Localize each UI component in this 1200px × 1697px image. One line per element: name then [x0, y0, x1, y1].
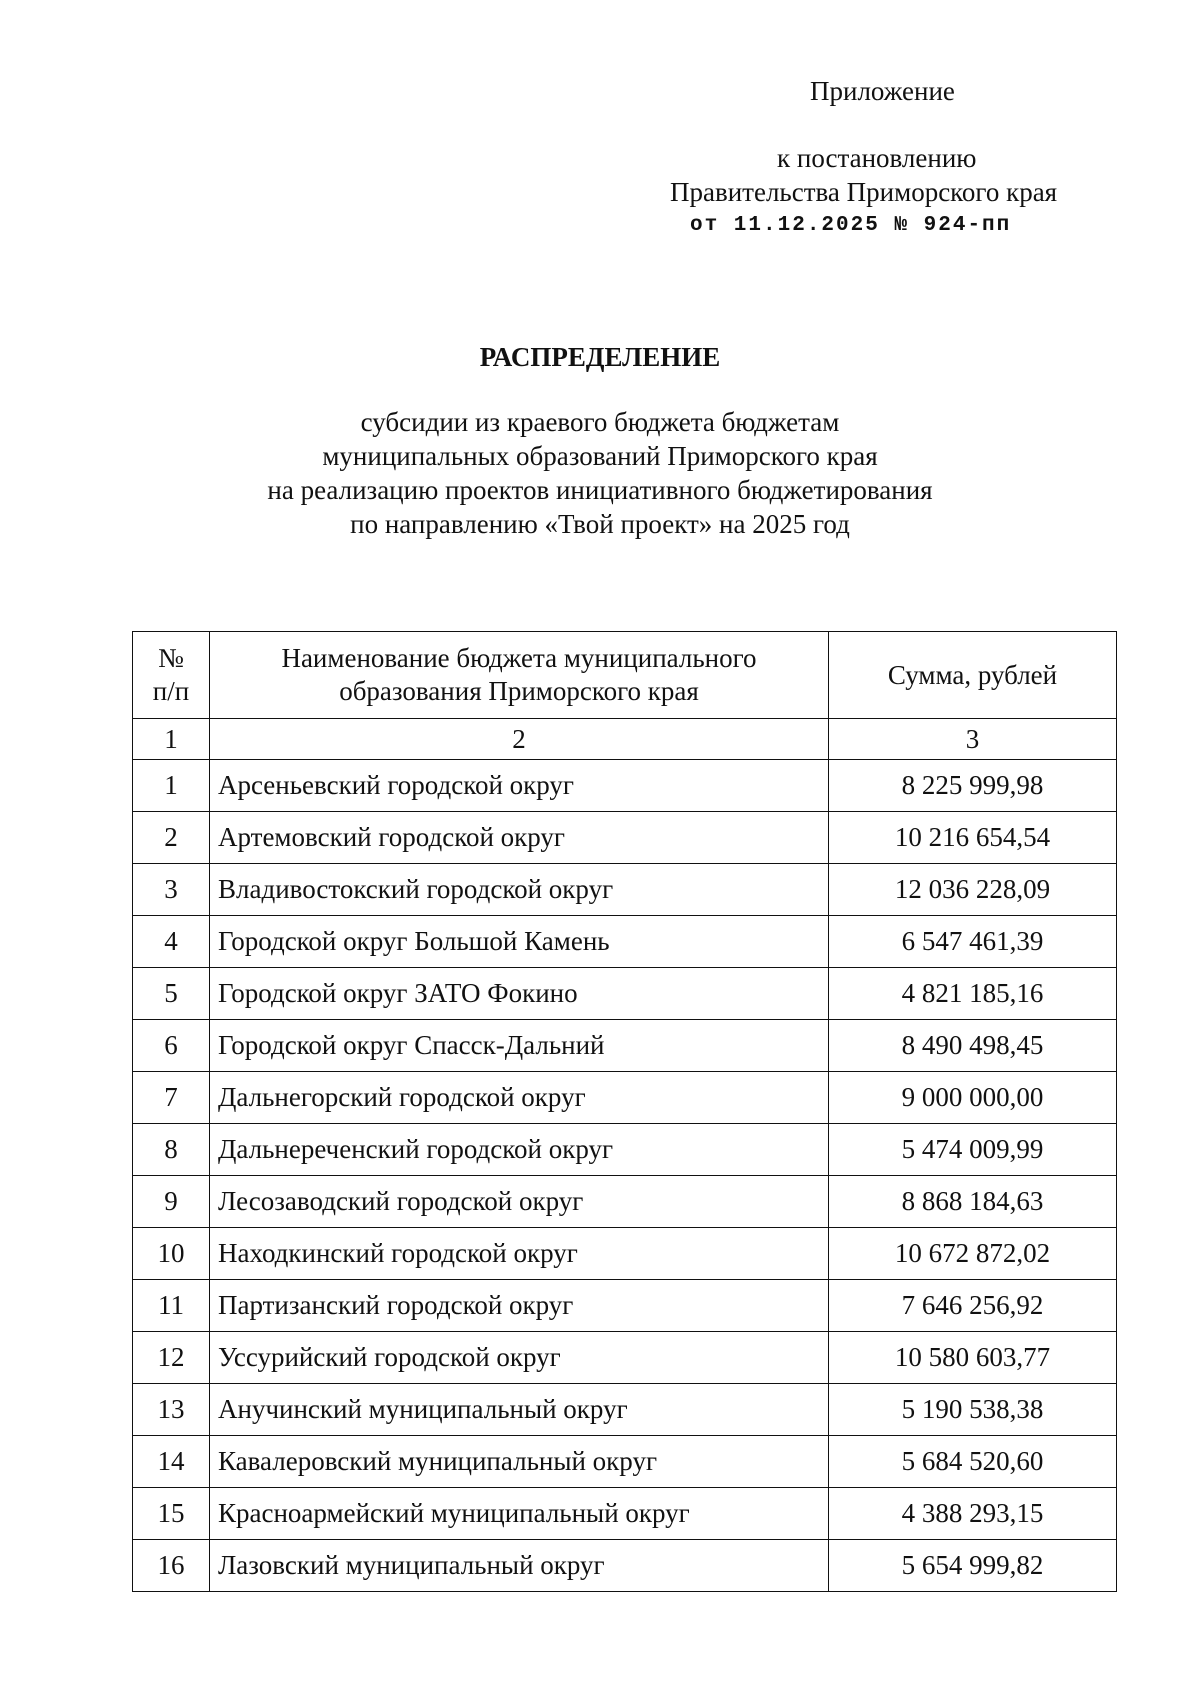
row-number: 16 — [133, 1540, 210, 1592]
table-row — [133, 812, 1117, 864]
row-number: 3 — [133, 864, 210, 916]
row-name: Городской округ Спасск-Дальний — [210, 1020, 829, 1072]
row-name: Городской округ Большой Камень — [210, 916, 829, 968]
header-name-line-2: образования Приморского края — [339, 676, 699, 706]
appendix-government: Правительства Приморского края — [670, 177, 1058, 207]
row-sum: 5 474 009,99 — [829, 1124, 1117, 1176]
row-name: Лазовский муниципальный округ — [210, 1540, 829, 1592]
table-row — [133, 1540, 1117, 1592]
table-row — [133, 1436, 1117, 1488]
row-number: 13 — [133, 1384, 210, 1436]
row-name: Владивостокский городской округ — [210, 864, 829, 916]
row-number: 10 — [133, 1228, 210, 1280]
distribution-table — [132, 631, 1117, 1592]
row-number: 9 — [133, 1176, 210, 1228]
row-name: Городской округ ЗАТО Фокино — [210, 968, 829, 1020]
appendix-resolution-number: от 11.12.2025 № 924-пп — [690, 214, 1012, 237]
appendix-title: Приложение — [810, 76, 955, 106]
table-row — [133, 1176, 1117, 1228]
column-index-1: 1 — [133, 719, 210, 760]
row-name: Лесозаводский городской округ — [210, 1176, 829, 1228]
column-index-row — [133, 719, 1117, 760]
table-row — [133, 1332, 1117, 1384]
subtitle-line-4: по направлению «Твой проект» на 2025 год — [350, 509, 850, 539]
header-number-line-1: № — [158, 643, 184, 673]
header-number-line-2: п/п — [152, 676, 190, 706]
row-sum: 6 547 461,39 — [829, 916, 1117, 968]
row-name: Уссурийский городской округ — [210, 1332, 829, 1384]
row-number: 8 — [133, 1124, 210, 1176]
row-sum: 10 672 872,02 — [829, 1228, 1117, 1280]
appendix-to-resolution: к постановлению — [777, 143, 977, 173]
row-name: Арсеньевский городской округ — [210, 760, 829, 812]
subtitle-line-1: субсидии из краевого бюджета бюджетам — [360, 407, 840, 437]
table-row — [133, 1124, 1117, 1176]
row-sum: 7 646 256,92 — [829, 1280, 1117, 1332]
subtitle-line-3: на реализацию проектов инициативного бюджетирования — [267, 475, 933, 505]
row-name: Дальнегорский городской округ — [210, 1072, 829, 1124]
row-name: Красноармейский муниципальный округ — [210, 1488, 829, 1540]
table-header-row — [133, 632, 1117, 719]
row-name: Дальнереченский городской округ — [210, 1124, 829, 1176]
table-row — [133, 1020, 1117, 1072]
table-row — [133, 1384, 1117, 1436]
table-row — [133, 1280, 1117, 1332]
row-number: 1 — [133, 760, 210, 812]
column-index-3: 3 — [829, 719, 1117, 760]
row-sum: 4 821 185,16 — [829, 968, 1117, 1020]
subtitle-line-2: муниципальных образований Приморского края — [322, 441, 878, 471]
row-sum: 5 190 538,38 — [829, 1384, 1117, 1436]
row-number: 5 — [133, 968, 210, 1020]
row-sum: 4 388 293,15 — [829, 1488, 1117, 1540]
row-sum: 10 580 603,77 — [829, 1332, 1117, 1384]
row-sum: 8 868 184,63 — [829, 1176, 1117, 1228]
row-sum: 10 216 654,54 — [829, 812, 1117, 864]
row-number: 15 — [133, 1488, 210, 1540]
row-sum: 8 225 999,98 — [829, 760, 1117, 812]
header-name — [210, 632, 829, 719]
table-row — [133, 916, 1117, 968]
row-sum: 8 490 498,45 — [829, 1020, 1117, 1072]
document-heading: РАСПРЕДЕЛЕНИЕ — [479, 342, 721, 372]
table-row — [133, 760, 1117, 812]
row-number: 4 — [133, 916, 210, 968]
table-row — [133, 1228, 1117, 1280]
row-sum: 9 000 000,00 — [829, 1072, 1117, 1124]
table-row — [133, 968, 1117, 1020]
row-number: 2 — [133, 812, 210, 864]
column-index-2: 2 — [210, 719, 829, 760]
table-row — [133, 1072, 1117, 1124]
row-number: 14 — [133, 1436, 210, 1488]
row-name: Партизанский городской округ — [210, 1280, 829, 1332]
row-number: 6 — [133, 1020, 210, 1072]
header-name-line-1: Наименование бюджета муниципального — [281, 643, 757, 673]
header-number — [133, 632, 210, 719]
row-name: Находкинский городской округ — [210, 1228, 829, 1280]
row-sum: 5 654 999,82 — [829, 1540, 1117, 1592]
table-row — [133, 1488, 1117, 1540]
row-number: 7 — [133, 1072, 210, 1124]
row-number: 12 — [133, 1332, 210, 1384]
row-name: Артемовский городской округ — [210, 812, 829, 864]
header-sum: Сумма, рублей — [829, 632, 1117, 719]
table-row — [133, 864, 1117, 916]
row-name: Анучинский муниципальный округ — [210, 1384, 829, 1436]
row-sum: 12 036 228,09 — [829, 864, 1117, 916]
row-name: Кавалеровский муниципальный округ — [210, 1436, 829, 1488]
row-sum: 5 684 520,60 — [829, 1436, 1117, 1488]
document-subtitle — [0, 405, 1200, 541]
row-number: 11 — [133, 1280, 210, 1332]
